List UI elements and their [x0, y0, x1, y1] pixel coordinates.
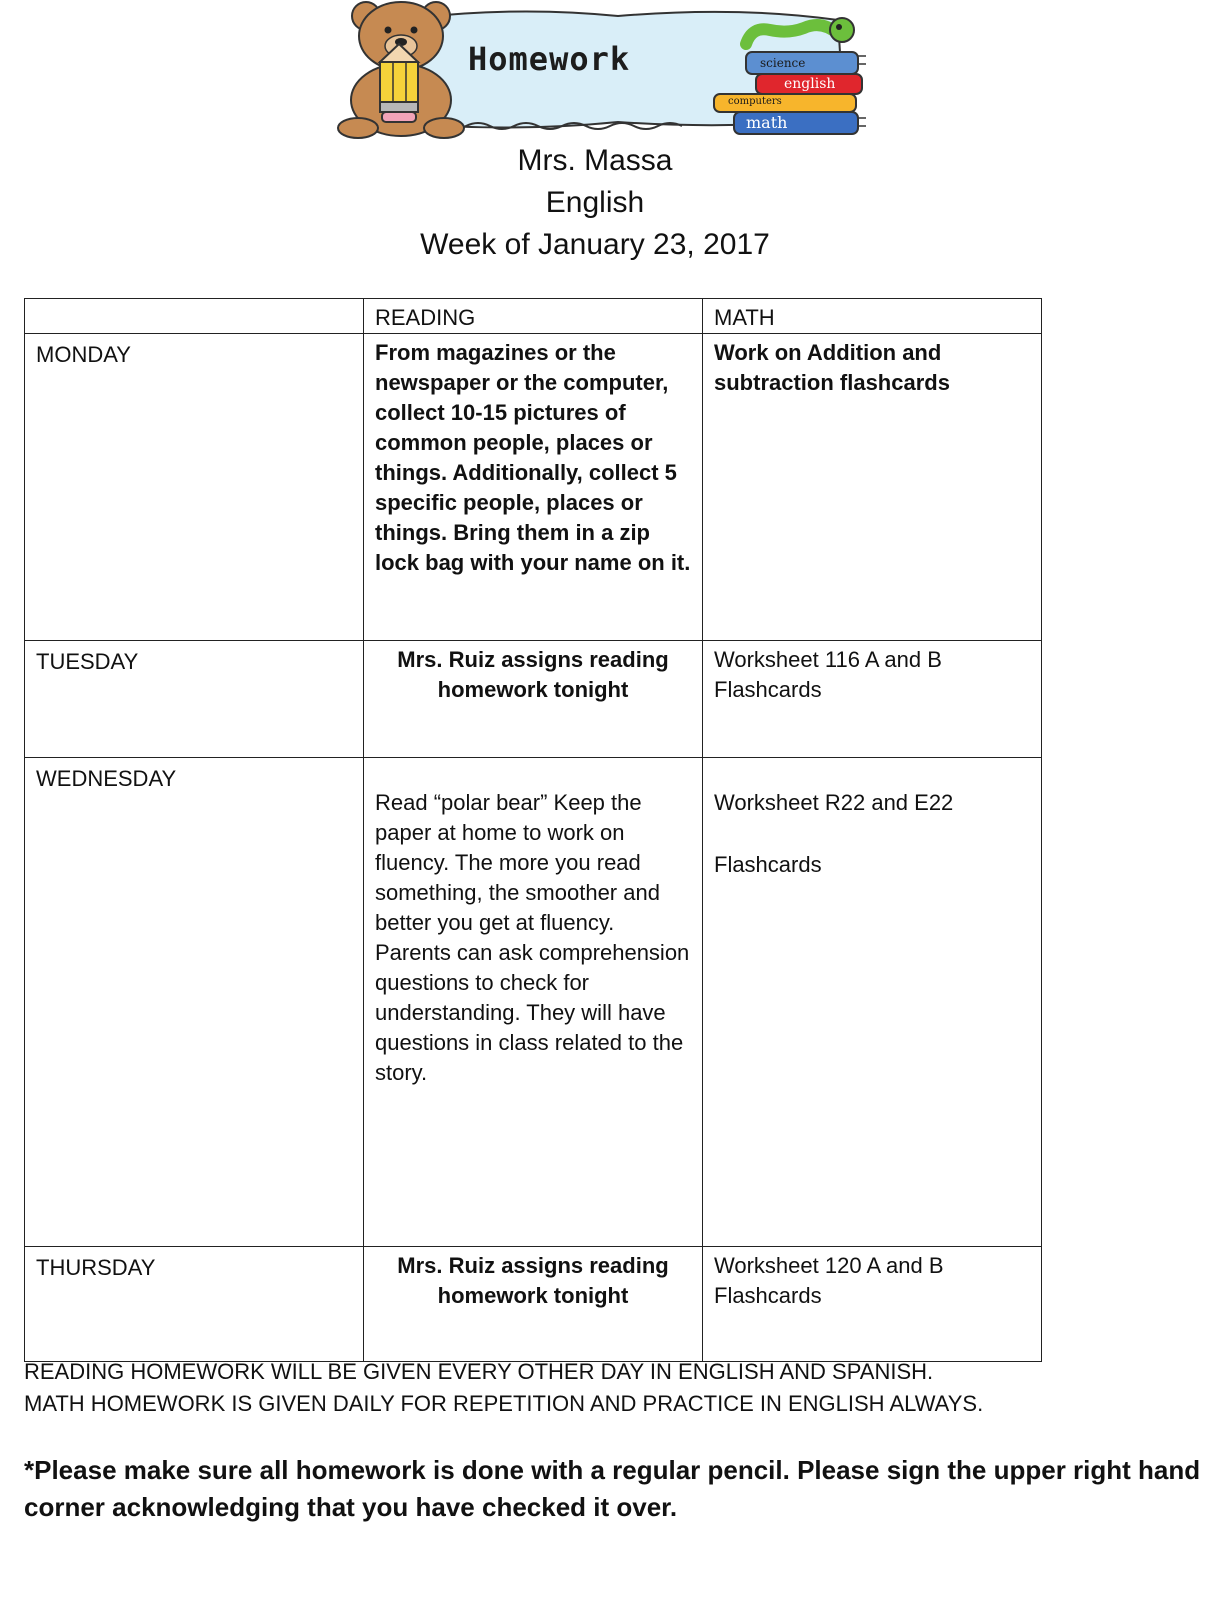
math-cell [703, 641, 1042, 758]
line-gap [714, 818, 1030, 850]
day-cell: WEDNESDAY [25, 758, 364, 1247]
table-row [25, 1247, 1042, 1362]
policy-notes [24, 1356, 983, 1420]
reading-cell: Read “polar bear” Keep the paper at home to work on fluency. The more you read something, the smoother and better you get at fluency. Parents can ask comprehension questions to check for understanding. They will have questions in class related to the story. [364, 758, 703, 1247]
math-line: Flashcards [714, 852, 822, 877]
header-day [25, 299, 364, 334]
table-header-row [25, 299, 1042, 334]
math-cell [703, 758, 1042, 1247]
math-line: Worksheet R22 and E22 [714, 790, 954, 815]
table-row [25, 641, 1042, 758]
week-of: Week of January 23, 2017 [420, 228, 770, 261]
reading-policy-note: READING HOMEWORK WILL BE GIVEN EVERY OTHER DAY IN ENGLISH AND SPANISH. [24, 1359, 934, 1384]
reading-cell: Mrs. Ruiz assigns reading homework tonight [364, 1247, 703, 1362]
math-line: Worksheet 120 A and B [714, 1253, 944, 1278]
day-cell: MONDAY [25, 334, 364, 641]
math-cell: Work on Addition and subtraction flashcards [703, 334, 1042, 641]
homework-banner [318, 0, 874, 140]
header-reading: READING [364, 299, 703, 334]
reading-cell: Mrs. Ruiz assigns reading homework tonight [364, 641, 703, 758]
table-row [25, 334, 1042, 641]
math-cell [703, 1247, 1042, 1362]
page-heading [0, 140, 1190, 266]
book-label-math: math [746, 113, 788, 132]
homework-table [24, 298, 1042, 1362]
day-cell: TUESDAY [25, 641, 364, 758]
signature-instruction: *Please make sure all homework is done with a regular pencil. Please sign the upper right hand corner acknowledging that you have checked it over. [24, 1455, 1201, 1522]
header-math: MATH [703, 299, 1042, 334]
math-line: Worksheet 116 A and B [714, 647, 942, 672]
banner-title: Homework [468, 40, 631, 78]
math-line: Flashcards [714, 677, 822, 702]
day-cell: THURSDAY [25, 1247, 364, 1362]
subject-name: English [545, 186, 645, 219]
book-label-english: english [784, 76, 836, 92]
math-policy-note: MATH HOMEWORK IS GIVEN DAILY FOR REPETITION AND PRACTICE IN ENGLISH ALWAYS. [24, 1391, 984, 1416]
book-label-science: science [760, 56, 806, 70]
reading-cell: From magazines or the newspaper or the computer, collect 10-15 pictures of common people, places or things. Additionally, collect 5 specific people, places or things. Bring them in a zip lock bag with your name on it. [364, 334, 703, 641]
teacher-name: Mrs. Massa [517, 144, 673, 177]
math-line: Flashcards [714, 1283, 822, 1308]
table-row [25, 758, 1042, 1247]
book-label-computers: computers [728, 96, 782, 107]
